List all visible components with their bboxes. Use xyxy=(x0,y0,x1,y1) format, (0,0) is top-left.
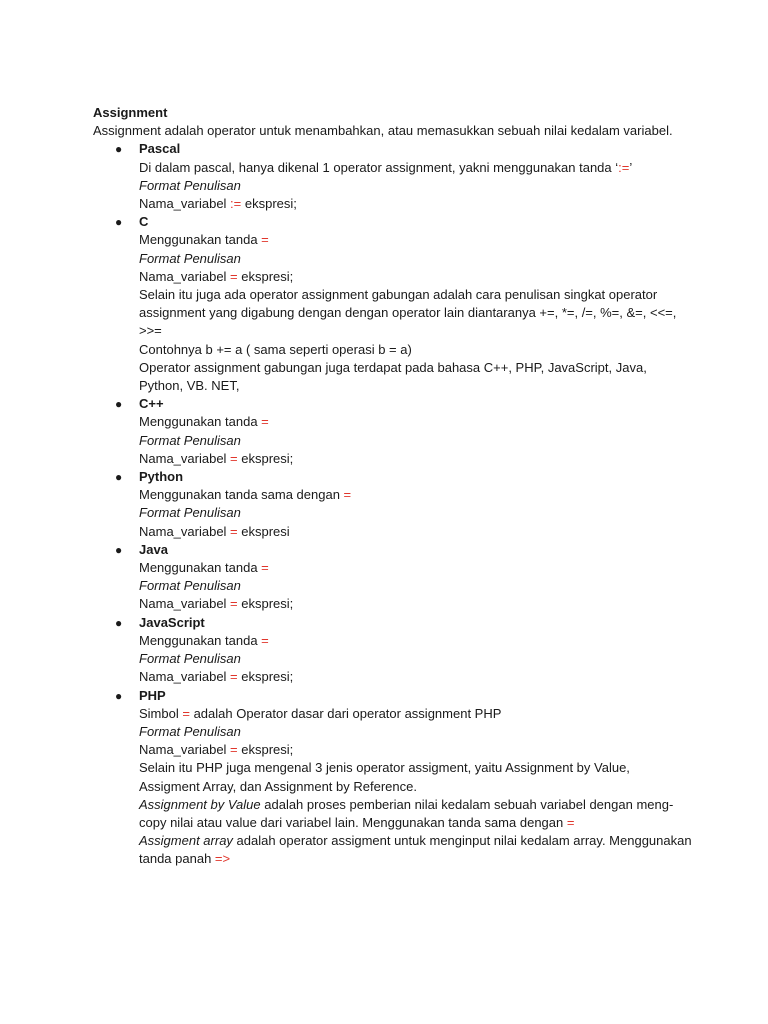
c-syntax: Nama_variabel = ekspresi; xyxy=(139,268,294,284)
lang-name-java: Java xyxy=(139,541,168,557)
format-label: Format Penulisan xyxy=(139,250,241,266)
format-label: Format Penulisan xyxy=(139,432,241,448)
bullet-icon: ● xyxy=(115,215,123,230)
document-page xyxy=(93,104,693,869)
c-combined-operators: Selain itu juga ada operator assignment gabungan adalah cara penulisan singkat operator assignment yang digabung dengan dengan operator lain diantaranya +=, *=, /=, %=, &=, <<=, >>= xyxy=(139,287,677,339)
operator-token: = xyxy=(261,560,269,576)
php-kinds: Selain itu PHP juga mengenal 3 jenis operator assigment, yaitu Assignment by Value, Assigment Array, dan Assignment by Reference. xyxy=(139,760,630,794)
c-example: Contohnya b += a ( sama seperti operasi b = a) xyxy=(139,341,412,357)
operator-token: = xyxy=(261,232,269,248)
lang-name-javascript: JavaScript xyxy=(139,614,205,630)
operator-token: => xyxy=(214,851,231,867)
lang-name-cpp: C++ xyxy=(139,396,164,412)
php-syntax: Nama_variabel = ekspresi; xyxy=(139,742,294,758)
term-array: Assigment array xyxy=(139,833,233,849)
bullet-icon: ● xyxy=(115,615,123,630)
list-item-javascript xyxy=(93,614,693,687)
java-uses: Menggunakan tanda = xyxy=(139,560,269,576)
operator-token: = xyxy=(230,523,238,539)
python-uses: Menggunakan tanda sama dengan = xyxy=(139,487,352,503)
cpp-syntax: Nama_variabel = ekspresi; xyxy=(139,450,294,466)
bullet-icon: ● xyxy=(115,688,123,703)
python-syntax: Nama_variabel = ekspresi xyxy=(139,523,290,539)
bullet-icon: ● xyxy=(115,542,123,557)
php-array: Assigment array adalah operator assigment untuk menginput nilai kedalam array. Menggunakan tanda panah => xyxy=(139,833,692,867)
operator-token: = xyxy=(230,450,238,466)
javascript-uses: Menggunakan tanda = xyxy=(139,632,269,648)
pascal-description: Di dalam pascal, hanya dikenal 1 operator assignment, yakni menggunakan tanda ‘:=’ xyxy=(139,159,633,175)
language-list xyxy=(93,140,693,868)
list-item-c xyxy=(93,213,693,395)
format-label: Format Penulisan xyxy=(139,505,241,521)
php-by-value: Assignment by Value adalah proses pemberian nilai kedalam sebuah variabel dengan meng-copy nilai atau value dari variabel lain. Menggunakan tanda sama dengan = xyxy=(139,796,674,830)
java-syntax: Nama_variabel = ekspresi; xyxy=(139,596,294,612)
javascript-syntax: Nama_variabel = ekspresi; xyxy=(139,669,294,685)
operator-token: = xyxy=(182,705,190,721)
pascal-syntax: Nama_variabel := ekspresi; xyxy=(139,196,297,212)
doc-title: Assignment xyxy=(93,105,168,120)
term-by-value: Assignment by Value xyxy=(139,796,261,812)
operator-token: = xyxy=(230,596,238,612)
lang-name-c: C xyxy=(139,214,149,230)
format-label: Format Penulisan xyxy=(139,723,241,739)
list-item-cpp xyxy=(93,395,693,468)
php-symbol: Simbol = adalah Operator dasar dari operator assignment PHP xyxy=(139,705,502,721)
c-also-in: Operator assignment gabungan juga terdapat pada bahasa C++, PHP, JavaScript, Java, Python, VB. NET, xyxy=(139,359,647,394)
intro-paragraph: Assignment adalah operator untuk menambahkan, atau memasukkan sebuah nilai kedalam variabel. xyxy=(93,123,673,139)
format-label: Format Penulisan xyxy=(139,177,241,193)
operator-token: = xyxy=(343,487,352,503)
cpp-uses: Menggunakan tanda = xyxy=(139,414,269,430)
operator-token: = xyxy=(230,268,238,284)
list-item-php xyxy=(93,687,693,869)
list-item-python xyxy=(93,468,693,541)
operator-token: = xyxy=(230,669,238,685)
format-label: Format Penulisan xyxy=(139,651,241,667)
list-item-java xyxy=(93,541,693,614)
lang-name-python: Python xyxy=(139,469,184,485)
operator-token: = xyxy=(261,414,269,430)
operator-token: := xyxy=(230,196,242,212)
c-uses: Menggunakan tanda = xyxy=(139,232,269,248)
lang-name-php: PHP xyxy=(139,687,166,703)
bullet-icon: ● xyxy=(115,142,123,157)
operator-token: = xyxy=(230,742,238,758)
format-label: Format Penulisan xyxy=(139,578,241,594)
list-item-pascal xyxy=(93,140,693,213)
operator-token: = xyxy=(261,632,269,648)
bullet-icon: ● xyxy=(115,470,123,485)
operator-token: = xyxy=(566,814,575,830)
operator-token: := xyxy=(618,159,630,175)
bullet-icon: ● xyxy=(115,397,123,412)
lang-name-pascal: Pascal xyxy=(139,141,181,157)
